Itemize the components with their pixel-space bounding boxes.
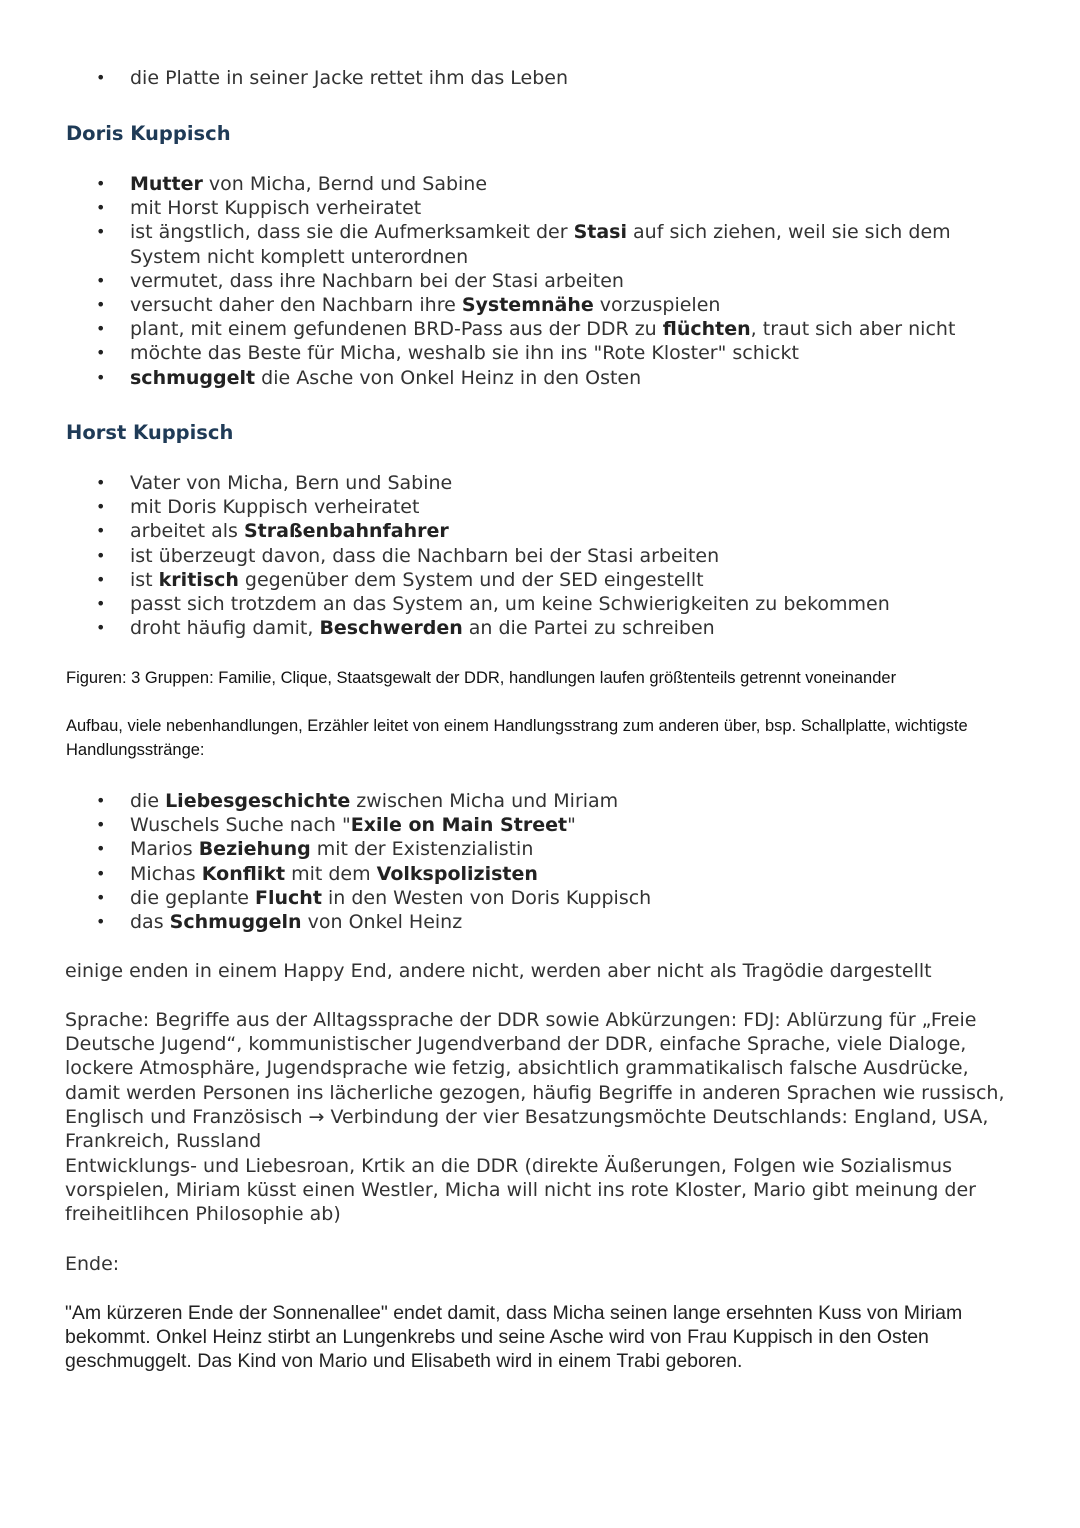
- bold-text: Konflikt: [201, 862, 286, 885]
- text-run: passt sich trotzdem an das System an, um keine Schwierigkeiten zu bekommen: [130, 593, 890, 616]
- bold-text: Beschwerden: [319, 617, 463, 640]
- sprache-paragraph: Sprache: Begriffe aus der Alltagssprache der DDR sowie Abkürzungen: FDJ: Ablürzung für „Freie Deutsche Jugend“, kommunistischer Jugendverband der DDR, einfache Sprache, viele Dialoge, lockere Atmosphäre, Jugendsprache wie fetzig, absichtlich grammatikalisch falsche Ausdrücke, damit werden Personen ins lächerliche gezogen, häufig Begriffe in anderen Sprachen wie russisch, Englisch und Französisch → Verbindung der vier Besatzungsmöchte Deutschlands: England, USA, Frankreich, Russland: [65, 1009, 1005, 1153]
- text-run: mit Horst Kuppisch verheiratet: [130, 197, 422, 220]
- bullet-icon: •: [96, 545, 106, 565]
- text-run: von Micha, Bernd und Sabine: [202, 173, 488, 195]
- list-item: [65, 471, 1025, 495]
- text-run: versucht daher den Nachbarn ihre: [130, 294, 462, 317]
- bullet-icon: •: [96, 343, 106, 363]
- bullet-icon: •: [96, 839, 106, 859]
- list-item: [65, 196, 1025, 220]
- list-item: [65, 789, 1025, 813]
- bold-text: Stasi: [573, 221, 627, 244]
- text-run: die Platte in seiner Jacke rettet ihm das Leben: [130, 67, 569, 89]
- bold-text: kritisch: [158, 568, 239, 591]
- bullet-icon: •: [96, 815, 106, 835]
- bold-text: Exile on Main Street: [350, 814, 568, 837]
- text-run: das: [130, 911, 170, 934]
- text-run: ist ängstlich, dass sie die Aufmerksamkeit der: [130, 221, 574, 244]
- text-run: die Asche von Onkel Heinz in den Osten: [255, 366, 642, 389]
- doris-bullet-list: [65, 172, 1025, 390]
- bullet-icon: •: [96, 594, 106, 614]
- text-run: ist: [130, 568, 159, 591]
- text-run: auf sich ziehen, weil sie sich dem System nicht komplett unterordnen: [130, 221, 951, 268]
- text-run: vorzuspielen: [593, 294, 721, 317]
- text-run: vermutet, dass ihre Nachbarn bei der Stasi arbeiten: [130, 269, 624, 292]
- list-item: [65, 910, 1025, 934]
- bullet-icon: •: [96, 174, 106, 193]
- text-run: ist überzeugt davon, dass die Nachbarn bei der Stasi arbeiten: [130, 544, 720, 567]
- text-run: , traut sich aber nicht: [750, 318, 956, 341]
- list-item: [65, 592, 1025, 616]
- list-item: [65, 66, 1025, 90]
- text-run: in den Westen von Doris Kuppisch: [321, 886, 652, 909]
- text-run: von Onkel Heinz: [301, 911, 463, 934]
- bullet-icon: •: [96, 521, 106, 541]
- figuren-note: Figuren: 3 Gruppen: Familie, Clique, Staatsgewalt der DDR, handlungen laufen größtenteils getrennt voneinander: [66, 669, 897, 687]
- text-run: die geplante: [130, 886, 256, 909]
- bullet-icon: •: [96, 569, 106, 589]
- text-run: plant, mit einem gefundenen BRD-Pass aus der DDR zu: [130, 318, 663, 341]
- bold-text: Beziehung: [198, 838, 311, 861]
- text-run: mit der Existenzialistin: [310, 838, 534, 861]
- list-item: [65, 293, 1025, 317]
- ende-paragraph: "Am kürzeren Ende der Sonnenallee" endet damit, dass Micha seinen lange ersehnten Kuss von Miriam bekommt. Onkel Heinz stirbt an Lungenkrebs und seine Asche wird von Frau Kuppisch in den Osten geschmuggelt. Das Kind von Mario und Elisabeth wird in einem Trabi geboren.: [65, 1302, 963, 1373]
- bold-text: Liebesgeschichte: [165, 790, 351, 812]
- text-run: Vater von Micha, Bern und Sabine: [130, 472, 453, 494]
- ende-label: Ende:: [65, 1253, 120, 1275]
- bullet-icon: •: [96, 222, 106, 242]
- bullet-icon: •: [96, 295, 106, 315]
- bullet-icon: •: [96, 618, 106, 638]
- horst-bullet-list: [65, 471, 1025, 640]
- text-run: die: [130, 790, 166, 812]
- text-run: Wuschels Suche nach ": [130, 814, 351, 837]
- bullet-icon: •: [96, 68, 106, 87]
- list-item: [65, 317, 1025, 341]
- text-run: ": [567, 814, 576, 837]
- list-item: [65, 341, 1025, 365]
- happy-end-paragraph: einige enden in einem Happy End, andere nicht, werden aber nicht als Tragödie dargestellt: [65, 960, 932, 982]
- text-run: mit dem: [285, 862, 377, 885]
- bold-text: schmuggelt: [130, 366, 256, 389]
- list-item: [65, 813, 1025, 837]
- list-item: [65, 269, 1025, 293]
- text-run: an die Partei zu schreiben: [462, 617, 715, 640]
- bold-text: flüchten: [662, 318, 751, 341]
- bullet-icon: •: [96, 198, 106, 218]
- text-run: gegenüber dem System und der SED eingestellt: [238, 568, 704, 591]
- bullet-icon: •: [96, 912, 106, 932]
- bold-text: Straßenbahnfahrer: [243, 520, 449, 543]
- text-run: Marios: [130, 838, 199, 861]
- text-run: droht häufig damit,: [130, 617, 320, 640]
- bold-text: Volkspolizisten: [376, 862, 538, 885]
- list-item: [65, 837, 1025, 861]
- bullet-icon: •: [96, 791, 106, 810]
- bullet-icon: •: [96, 319, 106, 339]
- bullet-icon: •: [96, 367, 106, 387]
- bullet-icon: •: [96, 270, 106, 290]
- list-item: [65, 568, 1025, 592]
- bold-text: Flucht: [255, 886, 322, 909]
- list-item: [65, 366, 1025, 390]
- bullet-icon: •: [96, 473, 106, 492]
- roman-paragraph: Entwicklungs- und Liebesroan, Krtik an die DDR (direkte Äußerungen, Folgen wie Sozialismus vorspielen, Miriam küsst einen Westler, Micha will nicht ins rote Kloster, Mario gibt meinung der freiheitlihcen Philosophie ab): [65, 1155, 976, 1226]
- horst-heading: Horst Kuppisch: [66, 421, 234, 444]
- list-item: [65, 616, 1025, 640]
- list-item: [65, 862, 1025, 886]
- bullet-icon: •: [96, 497, 106, 517]
- list-item: [65, 172, 1025, 196]
- bullet-icon: •: [96, 863, 106, 883]
- list-item: [65, 519, 1025, 543]
- bold-text: Schmuggeln: [169, 911, 302, 934]
- doris-heading: Doris Kuppisch: [66, 122, 231, 145]
- text-run: Michas: [130, 862, 202, 885]
- text-run: arbeitet als: [130, 520, 244, 543]
- aufbau-note: Aufbau, viele nebenhandlungen, Erzähler leitet von einem Handlungsstrang zum anderen über, bsp. Schallplatte, wichtigste Handlungsstränge:: [66, 717, 968, 759]
- text-run: möchte das Beste für Micha, weshalb sie ihn ins "Rote Kloster" schickt: [130, 342, 799, 365]
- list-item: [65, 544, 1025, 568]
- list-item: [65, 886, 1025, 910]
- bullet-icon: •: [96, 887, 106, 907]
- bold-text: Systemnähe: [461, 294, 594, 317]
- list-item: [65, 220, 1025, 268]
- text-run: mit Doris Kuppisch verheiratet: [130, 496, 420, 519]
- top-bullet-list: [65, 66, 1025, 90]
- bold-text: Mutter: [130, 173, 203, 195]
- list-item: [65, 495, 1025, 519]
- text-run: zwischen Micha und Miriam: [350, 790, 619, 812]
- plot-bullet-list: [65, 789, 1025, 934]
